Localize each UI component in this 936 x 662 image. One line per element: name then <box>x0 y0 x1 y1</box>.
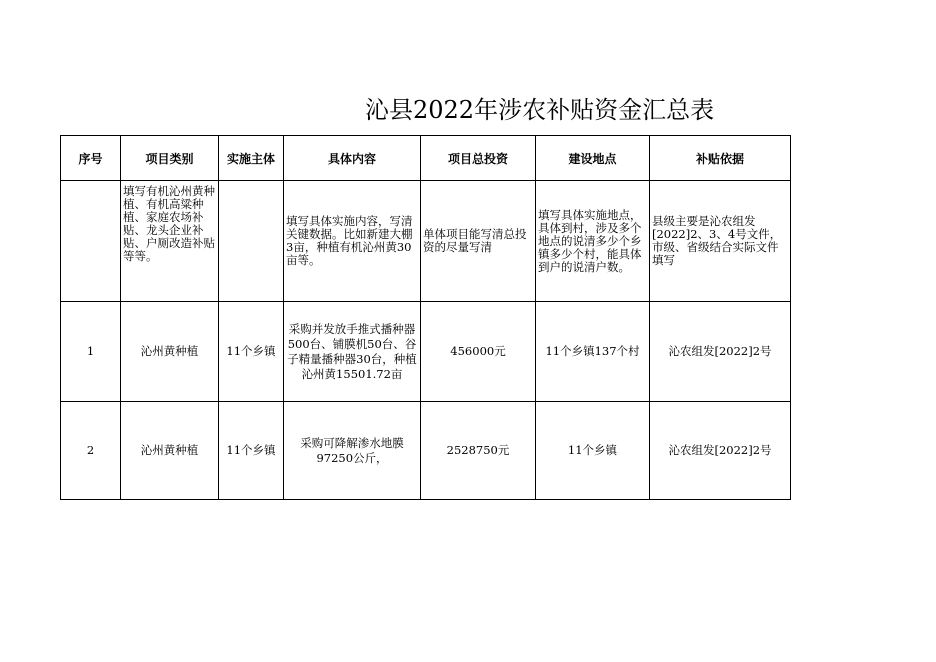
seq-cell[interactable]: 2 <box>61 402 121 500</box>
guide-seq-cell[interactable] <box>61 181 121 302</box>
header-row <box>61 136 791 181</box>
category-cell[interactable]: 沁州黄种植 <box>121 302 219 402</box>
implementer-cell[interactable]: 11个乡镇 <box>219 302 284 402</box>
implementer-cell[interactable]: 11个乡镇 <box>219 402 284 500</box>
guide-location-cell[interactable]: 填写具体实施地点，具体到村，涉及多个地点的说清多少个乡镇多少个村，能具体到户的说清户数。 <box>536 181 650 302</box>
guide-row <box>61 181 791 302</box>
basis-cell[interactable]: 沁农组发[2022]2号 <box>650 402 791 500</box>
seq-cell[interactable]: 1 <box>61 302 121 402</box>
location-cell[interactable]: 11个乡镇137个村 <box>536 302 650 402</box>
header-investment[interactable]: 项目总投资 <box>421 136 536 181</box>
basis-cell[interactable]: 沁农组发[2022]2号 <box>650 302 791 402</box>
table-row <box>61 402 791 500</box>
investment-cell[interactable]: 2528750元 <box>421 402 536 500</box>
guide-investment-cell[interactable]: 单体项目能写清总投资的尽量写清 <box>421 181 536 302</box>
table-row <box>61 302 791 402</box>
guide-basis-cell[interactable]: 县级主要是沁农组发[2022]2、3、4号文件，市级、省级结合实际文件填写 <box>650 181 791 302</box>
header-content[interactable]: 具体内容 <box>284 136 421 181</box>
header-basis[interactable]: 补贴依据 <box>650 136 791 181</box>
category-cell[interactable]: 沁州黄种植 <box>121 402 219 500</box>
guide-implementer-cell[interactable] <box>219 181 284 302</box>
sheet-title: 沁县2022年涉农补贴资金汇总表 <box>365 96 715 124</box>
header-category[interactable]: 项目类别 <box>121 136 219 181</box>
header-implementer[interactable]: 实施主体 <box>219 136 284 181</box>
guide-category-cell[interactable]: 填写有机沁州黄种植、有机高粱种植、家庭农场补贴、龙头企业补贴、户厕改造补贴等等。 <box>121 181 219 302</box>
guide-content-cell[interactable]: 填写具体实施内容，写清关键数据。比如新建大棚3亩，种植有机沁州黄30亩等。 <box>284 181 421 302</box>
header-seq[interactable]: 序号 <box>61 136 121 181</box>
header-location[interactable]: 建设地点 <box>536 136 650 181</box>
content-cell[interactable]: 采购并发放手推式播种器500台、铺膜机50台、谷子精量播种器30台，种植沁州黄15501.72亩 <box>284 302 421 402</box>
investment-cell[interactable]: 456000元 <box>421 302 536 402</box>
location-cell[interactable]: 11个乡镇 <box>536 402 650 500</box>
subsidy-summary-table <box>60 135 791 500</box>
content-cell[interactable]: 采购可降解渗水地膜97250公斤， <box>284 402 421 500</box>
